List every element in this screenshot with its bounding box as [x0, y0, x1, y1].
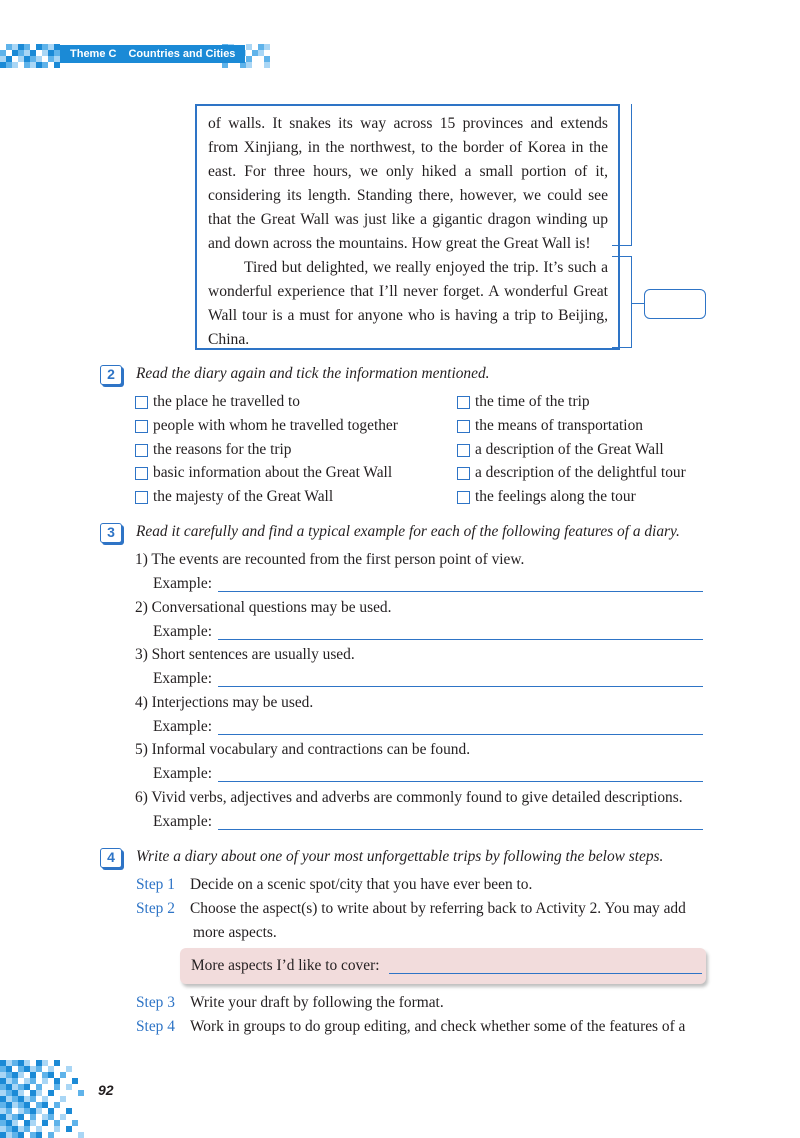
- theme-tab: [60, 45, 245, 63]
- more-aspects-label: More aspects I’d like to cover:: [191, 957, 380, 974]
- tick-item[interactable]: the place he travelled to: [135, 393, 300, 411]
- example-label: Example:: [153, 623, 212, 640]
- feature-2: 2) Conversational questions may be used.: [135, 599, 392, 616]
- answer-line-6[interactable]: [218, 829, 703, 830]
- tick-item[interactable]: the feelings along the tour: [457, 488, 636, 506]
- step-1-label: Step 1: [136, 876, 175, 893]
- answer-line-1[interactable]: [218, 591, 703, 592]
- activity-2-heading: [100, 364, 490, 386]
- tick-item[interactable]: a description of the Great Wall: [457, 441, 664, 459]
- checkbox[interactable]: [457, 420, 470, 433]
- bracket-connector: [632, 303, 644, 304]
- step-3-label: Step 3: [136, 994, 175, 1011]
- theme-title: Countries and Cities: [128, 48, 236, 60]
- tick-item[interactable]: the majesty of the Great Wall: [135, 488, 333, 506]
- checkbox[interactable]: [457, 467, 470, 480]
- checkbox[interactable]: [135, 467, 148, 480]
- answer-line-5[interactable]: [218, 781, 703, 782]
- tick-item[interactable]: the means of transportation: [457, 417, 643, 435]
- tick-item[interactable]: basic information about the Great Wall: [135, 464, 392, 482]
- structure-bracket-body: [612, 104, 632, 246]
- example-label: Example:: [153, 765, 212, 782]
- activity-3-instruction: Read it carefully and find a typical example for each of the following features of a diary.: [136, 523, 680, 540]
- step-3-text: Write your draft by following the format.: [190, 994, 444, 1011]
- checkbox[interactable]: [457, 444, 470, 457]
- checkbox[interactable]: [135, 420, 148, 433]
- feature-6: 6) Vivid verbs, adjectives and adverbs are commonly found to give detailed descriptions.: [135, 789, 683, 806]
- example-label: Example:: [153, 575, 212, 592]
- page-number: 92: [98, 1082, 114, 1098]
- activity-3-heading: [100, 522, 680, 544]
- step-2-label: Step 2: [136, 900, 175, 917]
- more-aspects-answer-line[interactable]: [389, 973, 702, 974]
- structure-label-box[interactable]: [644, 289, 706, 319]
- example-label: Example:: [153, 670, 212, 687]
- answer-line-2[interactable]: [218, 639, 703, 640]
- tick-item[interactable]: the time of the trip: [457, 393, 590, 411]
- feature-4: 4) Interjections may be used.: [135, 694, 314, 711]
- checkbox[interactable]: [457, 491, 470, 504]
- activity-2-number: 2: [100, 365, 122, 385]
- activity-4-heading: [100, 847, 664, 869]
- checkbox[interactable]: [457, 396, 470, 409]
- checkbox[interactable]: [135, 396, 148, 409]
- feature-3: 3) Short sentences are usually used.: [135, 646, 355, 663]
- diary-paragraph-1: of walls. It snakes its way across 15 provinces and extends from Xinjiang, in the northwest, to the border of Korea in the east. For three hours, we only hiked a small portion of it, considering its length. Standing there, however, we could see that the Great Wall was just like a gigantic dragon winding up and down across the mountains. How great the Great Wall is!: [208, 115, 608, 252]
- activity-2-instruction: Read the diary again and tick the information mentioned.: [136, 365, 490, 382]
- step-4-label: Step 4: [136, 1018, 175, 1035]
- step-2-text: Choose the aspect(s) to write about by referring back to Activity 2. You may add: [190, 900, 686, 917]
- step-1-text: Decide on a scenic spot/city that you have ever been to.: [190, 876, 533, 893]
- theme-label: Theme C: [70, 48, 117, 60]
- diary-excerpt: [195, 104, 620, 350]
- tick-item[interactable]: people with whom he travelled together: [135, 417, 398, 435]
- tick-item[interactable]: the reasons for the trip: [135, 441, 291, 459]
- diary-paragraph-2: Tired but delighted, we really enjoyed the trip. It’s such a wonderful experience that I’ll never forget. A wonderful Great Wall tour is a must for anyone who is having a trip to Beijing, China.: [208, 259, 608, 348]
- example-label: Example:: [153, 718, 212, 735]
- tick-item[interactable]: a description of the delightful tour: [457, 464, 686, 482]
- feature-5: 5) Informal vocabulary and contractions can be found.: [135, 741, 471, 758]
- answer-line-4[interactable]: [218, 734, 703, 735]
- activity-3-number: 3: [100, 523, 122, 543]
- step-4-text: Work in groups to do group editing, and check whether some of the features of a: [190, 1018, 686, 1035]
- feature-1: 1) The events are recounted from the first person point of view.: [135, 551, 525, 568]
- answer-line-3[interactable]: [218, 686, 703, 687]
- checkbox[interactable]: [135, 444, 148, 457]
- more-aspects-box: [180, 948, 706, 984]
- checkbox[interactable]: [135, 491, 148, 504]
- step-2-text-continued: more aspects.: [193, 924, 277, 941]
- example-label: Example:: [153, 813, 212, 830]
- activity-4-number: 4: [100, 848, 122, 868]
- structure-bracket-ending: [612, 256, 632, 348]
- footer-pixel-decoration: [0, 1060, 100, 1138]
- activity-4-instruction: Write a diary about one of your most unforgettable trips by following the below steps.: [136, 848, 664, 865]
